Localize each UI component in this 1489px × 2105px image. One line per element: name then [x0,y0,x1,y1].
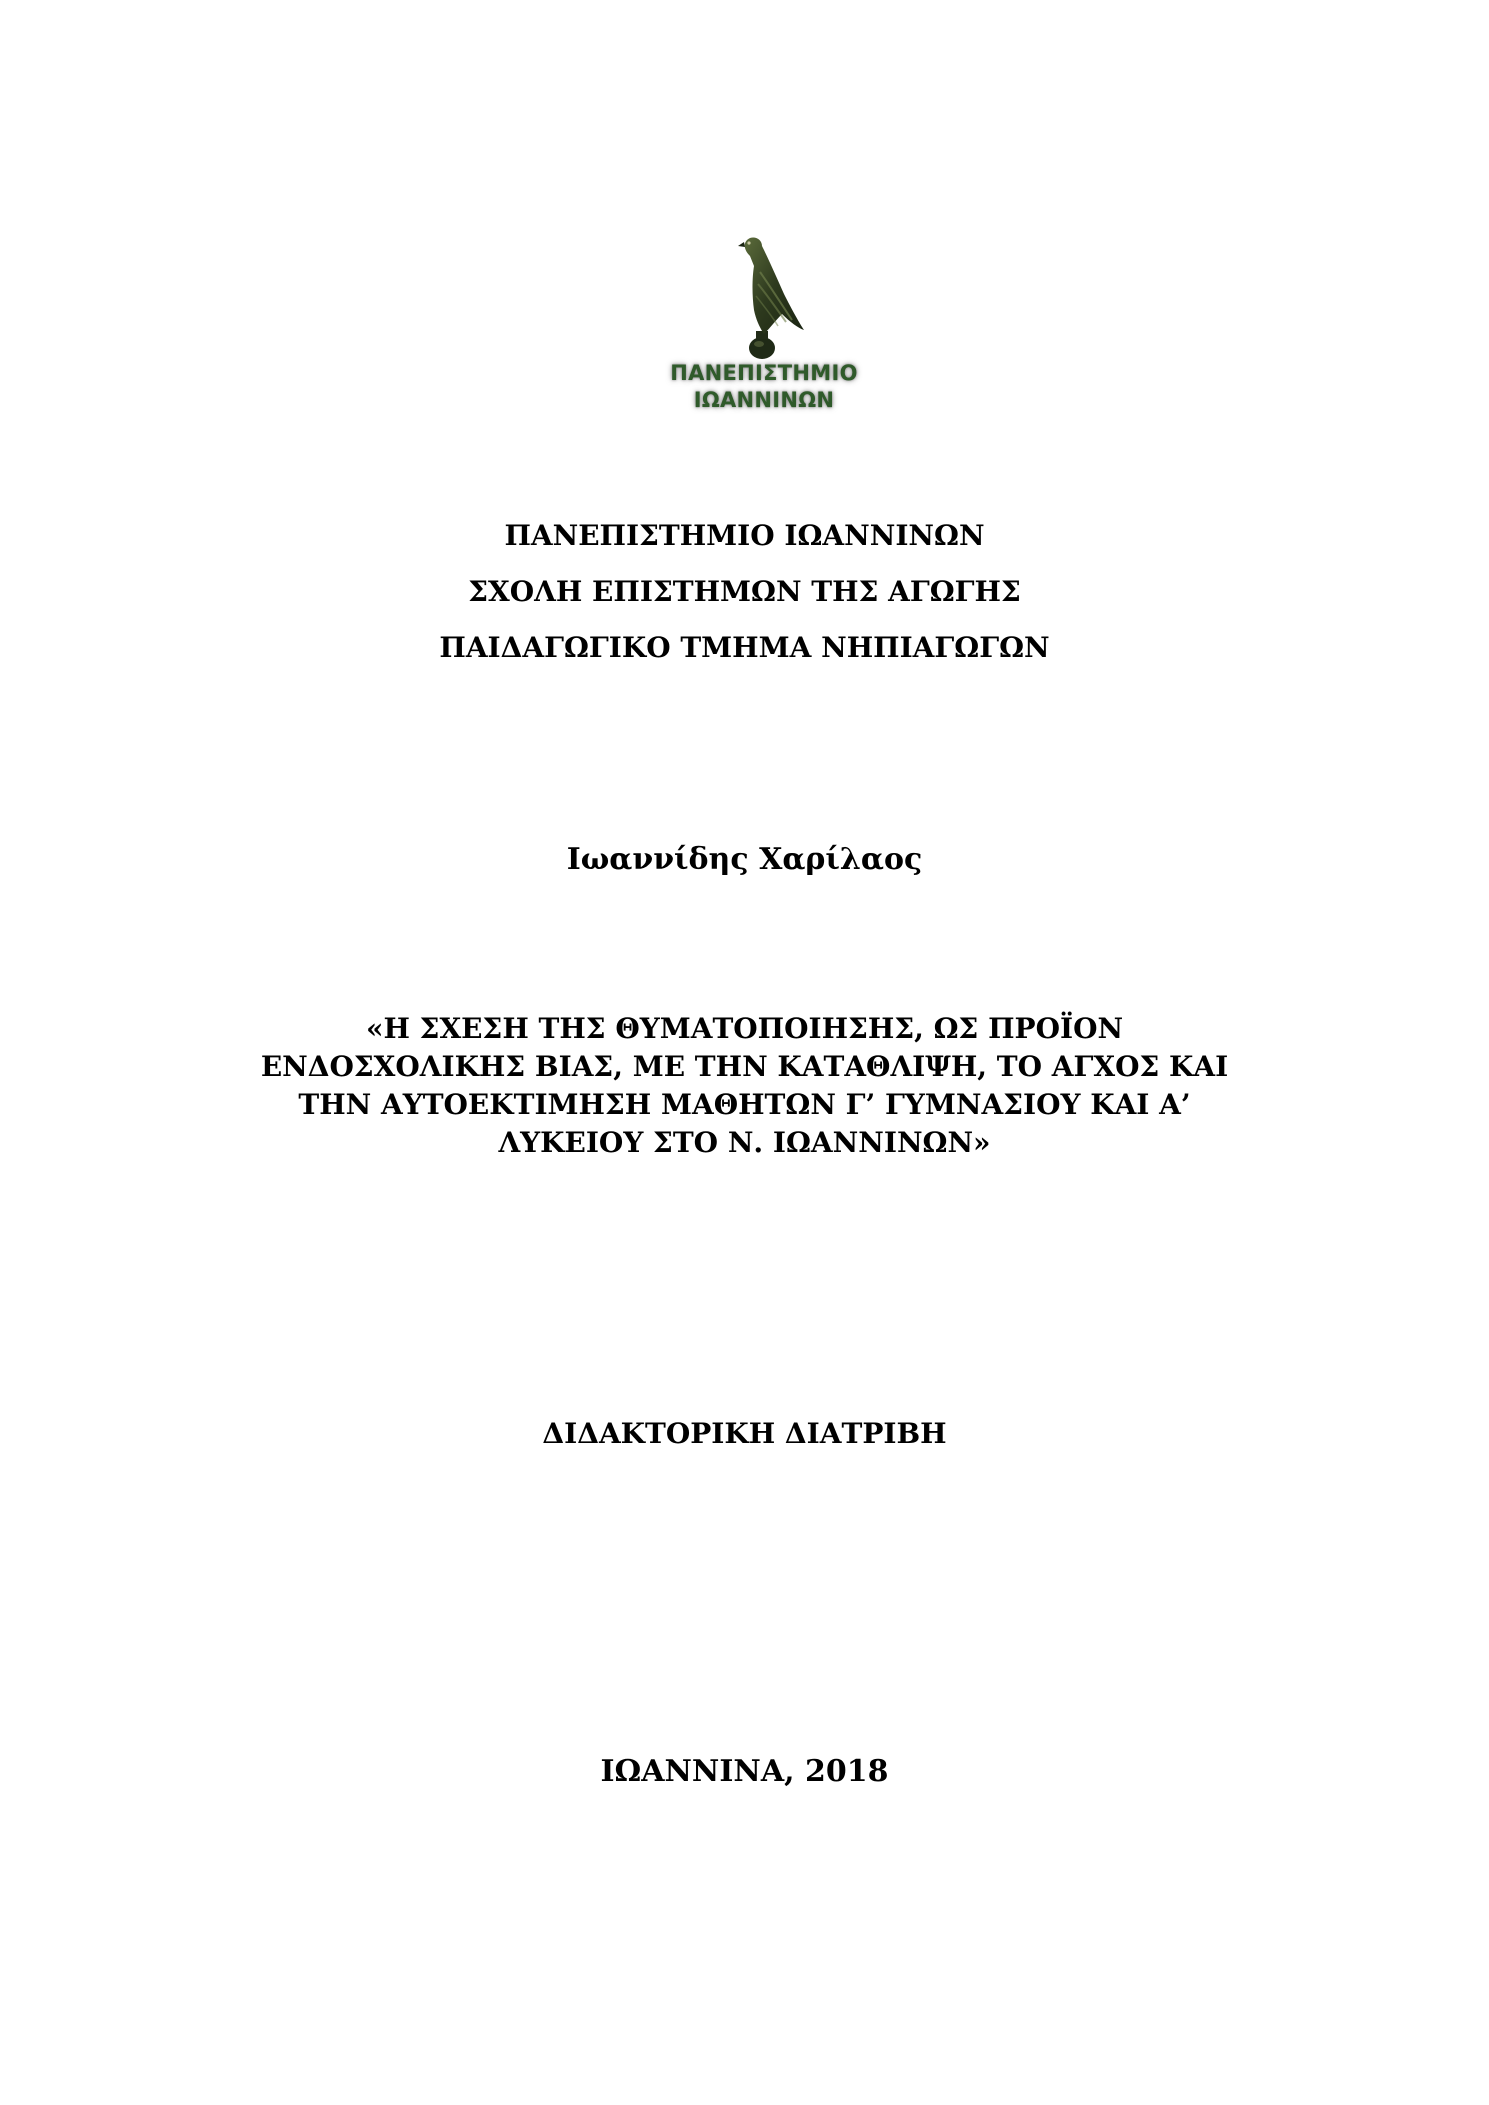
department-name: ΠΑΙΔΑΓΩΓΙΚΟ ΤΜΗΜΑ ΝΗΠΙΑΓΩΓΩΝ [439,631,1050,664]
document-type: ΔΙΔΑΚΤΟΡΙΚΗ ΔΙΑΤΡΙΒΗ [542,1417,947,1450]
falcon-emblem-icon [664,236,864,361]
title-line: ΛΥΚΕΙΟΥ ΣΤΟ Ν. ΙΩΑΝΝΙΝΩΝ» [498,1126,991,1159]
logo-text-line1: ΠΑΝΕΠΙΣΤΗΜΙΟ [670,361,858,385]
institution-block [0,508,1489,676]
title-line: ΕΝΔΟΣΧΟΛΙΚΗΣ ΒΙΑΣ, ΜΕ ΤΗΝ ΚΑΤΑΘΛΙΨΗ, ΤΟ ΑΓΧΟΣ ΚΑΙ [260,1050,1229,1083]
title-line: «Η ΣΧΕΣΗ ΤΗΣ ΘΥΜΑΤΟΠΟΙΗΣΗΣ, ΩΣ ΠΡΟΪΟΝ [365,1012,1124,1045]
school-name: ΣΧΟΛΗ ΕΠΙΣΤΗΜΩΝ ΤΗΣ ΑΓΩΓΗΣ [468,575,1021,608]
university-logo [664,236,864,426]
place-and-date: ΙΩΑΝΝΙΝΑ, 2018 [600,1754,889,1789]
thesis-title [0,1010,1489,1162]
logo-text-line2: ΙΩΑΝΝΙΝΩΝ [693,388,835,412]
university-name: ΠΑΝΕΠΙΣΤΗΜΙΟ ΙΩΑΝΝΙΝΩΝ [504,519,985,552]
title-line: ΤΗΝ ΑΥΤΟΕΚΤΙΜΗΣΗ ΜΑΘΗΤΩΝ Γ’ ΓΥΜΝΑΣΙΟΥ ΚΑΙ Α’ [298,1088,1191,1121]
author-name: Ιωαννίδης Χαρίλαος [566,842,923,877]
